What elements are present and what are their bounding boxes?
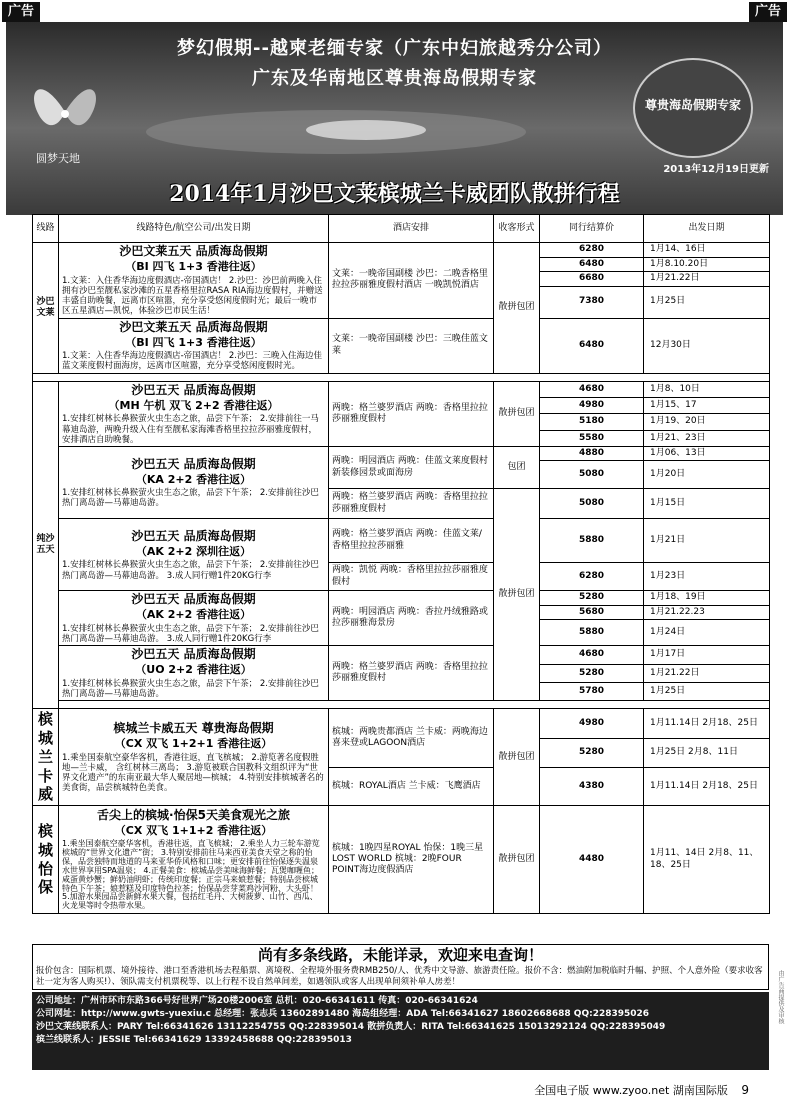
service-cell: 散拼包团	[494, 489, 540, 701]
date-cell: 1月17日	[644, 646, 770, 664]
product-desc: 1.安排红树林长鼻猴萤火虫生态之旅，品尝下午茶； 2.安排前往沙巴热门离岛游—马幕迪岛游。 3.成人同行赠1件20KG行李	[62, 560, 319, 581]
date-cell: 1月18、19日	[644, 591, 770, 606]
date-cell: 1月21、23日	[644, 430, 770, 446]
diver-photo-icon	[126, 92, 546, 162]
ad-label-right: 广告	[749, 2, 787, 22]
table-row	[33, 646, 770, 664]
price-cell: 6480	[540, 318, 644, 373]
date-cell: 1月19、20日	[644, 414, 770, 430]
date-cell: 1月21.22.23	[644, 605, 770, 620]
hotel-cell: 两晚：格兰婆罗酒店 两晚：香格里拉拉莎丽雅度假村	[329, 381, 494, 446]
price-cell: 5180	[540, 414, 644, 430]
table-row	[33, 318, 770, 373]
header-banner	[6, 22, 783, 215]
header-service: 收客形式	[494, 215, 540, 243]
date-cell: 1月15、17	[644, 397, 770, 413]
price-cell: 5080	[540, 461, 644, 489]
product-desc: 1.乘坐国泰航空豪华客机，香港往返，直飞槟城； 2.游览著名度假胜地—兰卡威， 含红树林三离岛； 3.游览被联合国教科文组织评为“世界文化遗产”的东南亚最大华人聚居地—槟城； 4.特别安排槟城著名的美食街，品尝槟城特色美食。	[62, 752, 324, 794]
price-cell: 5280	[540, 664, 644, 682]
hotel-cell: 两晚：明园酒店 两晚：香拉丹绒雅路或拉莎丽雅海景房	[329, 591, 494, 646]
badge-seal	[633, 58, 753, 158]
hotel-cell: 文莱：一晚帝国副楼 沙巴：二晚香格里拉拉莎丽雅度假村酒店 一晚凯悦酒店	[329, 243, 494, 319]
product-cell	[59, 446, 329, 518]
product-cell	[59, 709, 329, 806]
product-cell	[59, 243, 329, 319]
product-subtitle: （BI 四飞 1+3 香港往返）	[125, 335, 262, 349]
table-row	[33, 446, 770, 460]
notice-box	[32, 944, 769, 990]
product-desc: 1.乘坐国泰航空豪华客机，香港往返，直飞槟城； 2.乘坐人力三轮车游览槟城的“世界文化遗产”街； 3.特别安排前往马来西亚美食天堂之称的怡保，品尝独特而地道的马来亚华侨风格和口味；更安排前往怡保逐失温泉水世界享用SPA温泉； 4.正餐美食：槟城品尝美味海鲜餐；瓦煲咖喱鱼；咸蛋黄炒蟹；鲜奶油明虾；传统印度餐；正宗马来娘惹餐；特别品尝槟城特色下午茶；娘惹糕及印度特色拉茶；怡保品尝芽菜鸡沙河粉、大头虾！ 5.加游水果园品尝新鲜水果大餐，包括红毛丹、大树菠萝、山竹、西瓜、火龙果等时令热带水果。	[62, 838, 320, 911]
product-cell	[59, 318, 329, 373]
product-cell	[59, 806, 329, 914]
contact-line-penang: 槟兰线联系人：JESSIE Tel:66341629 13392458688 QQ:228395013	[36, 1035, 352, 1046]
product-title: 舌尖上的槟城·怡保5天美食观光之旅	[97, 808, 290, 822]
table-row	[33, 806, 770, 914]
price-cell: 5280	[540, 591, 644, 606]
badge-text: 尊贵海岛假期专家	[644, 98, 741, 112]
product-subtitle: （BI 四飞 1+3 香港往返）	[125, 260, 262, 273]
product-desc: 1.安排红树林长鼻猴萤火虫生态之旅，品尝下午茶； 2.安排前往沙巴热门离岛游—马幕迪岛游。 3.成人同行赠1件20KG行李	[62, 623, 319, 645]
product-desc: 1.安排红树林长鼻猴萤火虫生态之旅，品尝下午茶； 2.安排前往沙巴热门离岛游—马幕迪岛游。	[62, 679, 319, 700]
price-cell: 5780	[540, 683, 644, 701]
date-cell: 1月25日 2月8、11日	[644, 738, 770, 767]
date-cell: 1月11.14日 2月18、25日	[644, 709, 770, 738]
price-cell: 6280	[540, 243, 644, 258]
product-title: 沙巴五天 品质海岛假期	[131, 528, 256, 543]
ad-label-left: 广告	[2, 2, 40, 22]
header-route: 线路	[33, 215, 59, 243]
hotel-cell: 槟城：ROYAL酒店 兰卡威：飞鹰酒店	[329, 768, 494, 806]
product-cell	[59, 519, 329, 591]
product-title: 沙巴五天 品质海岛假期	[131, 592, 256, 607]
date-cell: 1月8.10.20日	[644, 257, 770, 272]
region-sabah-brunei: 沙巴文莱	[33, 243, 59, 374]
product-desc: 1.安排红树林长鼻猴萤火虫生态之旅，品尝下午茶； 2.安排前往一马幕迪岛游，两晚升级入住有至靓私家海滩香格里拉拉莎丽雅度假村，安排酒店自助晚餐。	[62, 414, 319, 445]
region-sabah-five-day: 纯沙五天	[33, 381, 59, 709]
notice-headline: 尚有多条线路，未能详录，欢迎来电查询！	[257, 946, 543, 964]
hotel-cell: 两晚：格兰婆罗酒店 两晚：佳蓝文莱/香格里拉拉莎丽雅	[329, 519, 494, 563]
date-cell: 12月30日	[644, 318, 770, 373]
product-desc: 1.文莱：入住香华海边度假酒店-帝国酒店！ 2.沙巴：三晚入住海边佳蓝文莱度假村面海房，远离市区喧嚣，充分享受悠闲度假时光。	[62, 351, 322, 372]
product-title: 沙巴五天 品质海岛假期	[131, 456, 256, 471]
date-cell: 1月15日	[644, 489, 770, 519]
page-footer	[534, 1082, 749, 1098]
product-subtitle: （AK 2+2 深圳往返）	[135, 544, 252, 558]
price-cell: 4980	[540, 397, 644, 413]
price-cell: 5580	[540, 430, 644, 446]
date-cell: 1月24日	[644, 620, 770, 646]
hotel-cell: 两晚：明园酒店 两晚：佳蓝文莱度假村新装修园景或面海房	[329, 446, 494, 488]
main-title: 2014年1月沙巴文莱槟城兰卡威团队散拼行程	[169, 181, 620, 207]
header-price: 同行结算价	[540, 215, 644, 243]
price-cell: 6280	[540, 563, 644, 591]
price-cell: 5880	[540, 519, 644, 563]
product-desc: 1.安排红树林长鼻猴萤火虫生态之旅，品尝下午茶； 2.安排前往沙巴热门离岛游—马幕迪岛游。	[62, 488, 319, 509]
service-cell: 散拼包团	[494, 806, 540, 914]
price-cell: 5280	[540, 738, 644, 767]
table-row	[33, 243, 770, 258]
date-cell: 1月14、16日	[644, 243, 770, 258]
product-cell	[59, 381, 329, 446]
price-cell: 4880	[540, 446, 644, 460]
date-cell: 1月25日	[644, 683, 770, 701]
price-cell: 5880	[540, 620, 644, 646]
edition-label: 全国电子版 www.zyoo.net	[534, 1084, 670, 1097]
hotel-cell: 两晚：格兰婆罗酒店 两晚：香格里拉拉莎丽雅度假村	[329, 489, 494, 519]
product-desc: 1.文莱：入住香华海边度假酒店-帝国酒店！ 2.沙巴：沙巴前两晚入住拥有沙巴至靓私家沙滩的五星香格里拉RASA RIA海边度假村，并赠送丰盛自助晚餐，远离市区喧嚣，充分享受悠闲度假时光；最后一晚市区五星酒店—凯悦，体验沙巴市民生活！	[62, 275, 323, 317]
product-subtitle: （CX 双飞 1+1+2 香港往返）	[114, 824, 273, 837]
contact-line-website: 公司网址：http://www.gwts-yuexiu.c 总经理：张志兵 13602891480 海岛组经理：ADA Tel:66341627 18602668688 QQ:228395026	[36, 1009, 650, 1020]
date-cell: 1月11.14日 2月18、25日	[644, 768, 770, 806]
product-title: 沙巴文莱五天 品质海岛假期	[119, 319, 268, 334]
price-cell: 5080	[540, 489, 644, 519]
contact-bar	[32, 992, 769, 1070]
price-cell: 4480	[540, 806, 644, 914]
region-penang-ipoh: 槟城怡保	[33, 806, 59, 914]
hotel-cell: 槟城：1晚四星ROYAL 怡保：1晚三星LOST WORLD 槟城：2晚FOUR POINT海边度假酒店	[329, 806, 494, 914]
date-cell: 1月23日	[644, 563, 770, 591]
price-cell: 5680	[540, 605, 644, 620]
product-title: 沙巴五天 品质海岛假期	[131, 382, 256, 397]
butterfly-logo-icon	[20, 62, 110, 152]
header-date: 出发日期	[644, 215, 770, 243]
date-cell: 1月25日	[644, 286, 770, 318]
hotel-cell: 文莱：一晚帝国副楼 沙巴：三晚佳蓝文莱	[329, 318, 494, 373]
date-cell: 1月20日	[644, 461, 770, 489]
logo-text: 圆梦天地	[36, 152, 80, 165]
product-cell	[59, 646, 329, 701]
product-title: 槟城兰卡威五天 尊贵海岛假期	[113, 721, 274, 736]
table-row	[33, 591, 770, 606]
price-cell: 6680	[540, 272, 644, 287]
region-penang-langkawi: 槟城兰卡威	[33, 709, 59, 806]
price-cell: 4680	[540, 646, 644, 664]
product-subtitle: （MH 午机 双飞 2+2 香港往返）	[108, 398, 279, 412]
hotel-cell: 两晚：格兰婆罗酒店 两晚：香格里拉拉莎丽雅度假村	[329, 646, 494, 701]
header-hotel: 酒店安排	[329, 215, 494, 243]
table-row	[33, 519, 770, 563]
price-cell: 7380	[540, 286, 644, 318]
product-subtitle: （UO 2+2 香港往返）	[135, 663, 252, 677]
date-cell: 1月21.22日	[644, 272, 770, 287]
price-cell: 6480	[540, 257, 644, 272]
section-gap	[33, 701, 770, 709]
update-date: 2013年12月19日更新	[663, 164, 769, 175]
date-cell: 1月21.22日	[644, 664, 770, 682]
price-cell: 4980	[540, 709, 644, 738]
service-cell: 散拼包团	[494, 709, 540, 806]
itinerary-table	[32, 214, 770, 914]
product-cell	[59, 591, 329, 646]
price-cell: 4680	[540, 381, 644, 397]
date-cell: 1月11、14日 2月8、11、18、25日	[644, 806, 770, 914]
service-cell: 散拼包团	[494, 243, 540, 374]
date-cell: 1月06、13日	[644, 446, 770, 460]
date-cell: 1月21日	[644, 519, 770, 563]
notice-text: 报价包含：国际机票、境外接待、港口至香港机场去程船票、离境税、全程境外服务费RMB250/人、优秀中文导游、旅游责任险。报价不含：燃油附加税临时升幅、护照、个人意外险（要求收客社一定为客人购买!）、领队需支付机票税等、以上行程不设自然单间差，如遇领队或客人出现单间须补单人房差！	[36, 965, 763, 987]
hotel-cell: 槟城：两晚贵都酒店 兰卡威：两晚海边喜来登或LAGOON酒店	[329, 709, 494, 768]
service-cell: 包团	[494, 446, 540, 488]
product-title: 沙巴文莱五天 品质海岛假期	[119, 244, 268, 258]
hotel-cell: 两晚：凯悦 两晚：香格里拉拉莎丽雅度假村	[329, 563, 494, 591]
product-subtitle: （AK 2+2 香港往返）	[135, 608, 252, 622]
page-number: 9	[741, 1083, 749, 1097]
header-features: 线路特色/航空公司/出发日期	[59, 215, 329, 243]
product-title: 沙巴五天 品质海岛假期	[131, 647, 256, 662]
table-row	[33, 381, 770, 397]
agency-subtitle: 广东及华南地区尊贵海岛假期专家	[252, 68, 537, 89]
side-disclaimer: 由广告商提供及审核	[777, 970, 784, 1024]
agency-title: 梦幻假期--越柬老缅专家（广东中妇旅越秀分公司）	[177, 38, 612, 59]
contact-line-address: 公司地址：广州市环市东路366号好世界广场20楼2006室 总机：020-66341611 传真：020-66341624	[36, 996, 478, 1006]
product-subtitle: （CX 双飞 1+2+1 香港往返）	[114, 737, 273, 751]
price-cell: 4380	[540, 768, 644, 806]
table-row	[33, 709, 770, 738]
section-gap	[33, 373, 770, 381]
region-label: 湖南国际版	[672, 1084, 728, 1097]
date-cell: 1月8、10日	[644, 381, 770, 397]
table-header-row	[33, 215, 770, 243]
product-subtitle: （KA 2+2 香港往返）	[135, 472, 252, 486]
service-cell: 散拼包团	[494, 381, 540, 446]
contact-line-sabah: 沙巴文莱线联系人：PARY Tel:66341626 13112254755 QQ:228395014 散拼负责人：RITA Tel:66341625 15013292124 QQ:228395049	[36, 1022, 666, 1033]
